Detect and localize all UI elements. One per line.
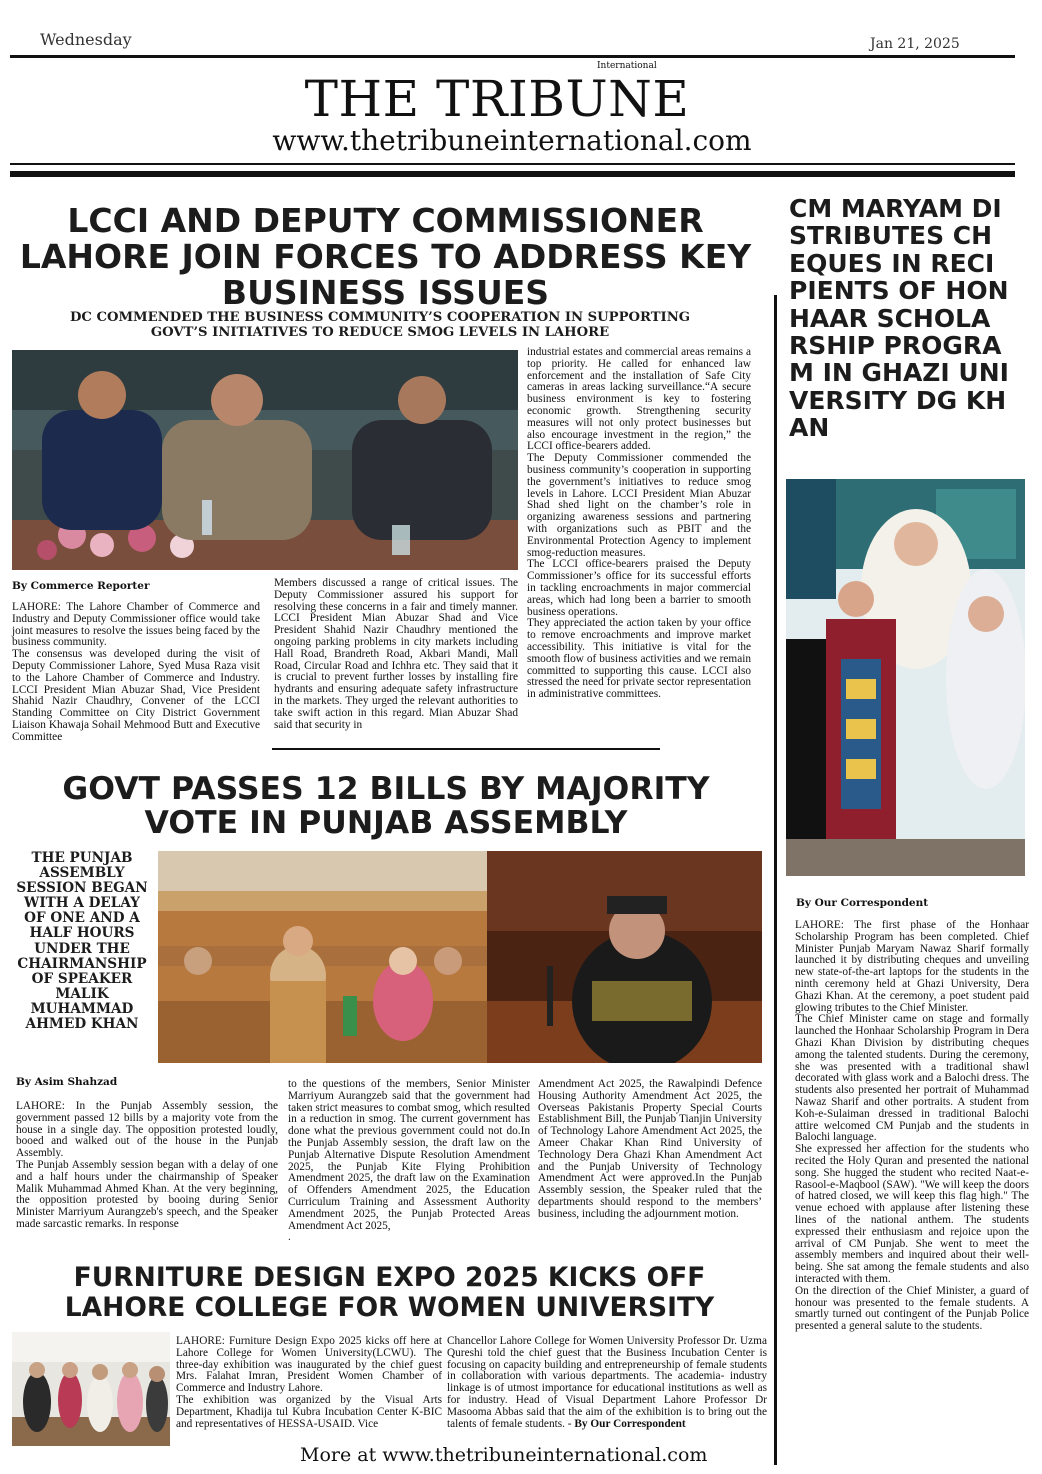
- story1-subhead: DC COMMENDED THE BUSINESS COMMUNITY’S COOPERATION IN SUPPORTING GOVT’S INITIATIVES TO REDUCE SMOG LEVELS IN LAHORE: [69, 310, 691, 340]
- story1-headline: LCCI AND DEPUTY COMMISSIONER LAHORE JOIN FORCES TO ADDRESS KEY BUSINESS ISSUES: [19, 201, 752, 312]
- story3-byline: By Asim Shahzad: [16, 1076, 118, 1088]
- story3-col2: [288, 1079, 530, 1244]
- story1-col3-para: They appreciated the action taken by your office to remove encroachments and improve market accessibility. This initiative is vital for the smooth flow of business activities and we remain committed to supporting this cause. LCCI also stressed the need for private sector representation in administrative committees.: [527, 617, 751, 701]
- masthead-international: International: [597, 61, 657, 71]
- footer-link[interactable]: More at www.thetribuneinternational.com: [300, 1444, 708, 1466]
- story3-col1: [16, 1101, 278, 1231]
- story2-para: She expressed her affection for the students who recited the Holy Quran and presented the national song. She hugged the student who recited Naat-e-Rasool-e-Maqbool (SAW). "We will keep the doors of hatred closed, we will keep this flag high." The venue echoed with applause after listening these lines of the national anthem. The students expressed their enthusiasm and rejoice upon the arrival of CM Punjab. She went to meet the assembly members and inquired about their well-being. She sat among the female students and also interacted with them.: [795, 1143, 1029, 1285]
- story3-pullquote: THE PUNJAB ASSEMBLY SESSION BEGAN WITH A DELAY OF ONE AND A HALF HOURS UNDER THE CHAIRMANSHIP OF SPEAKER MALIK MUHAMMAD AHMED KHAN: [16, 850, 148, 1033]
- story1-col1-para: The consensus was developed during the visit of Deputy Commissioner Lahore, Syed Musa Raza visit to the Lahore Chamber of Commerce and Industry. LCCI President Mian Abuzar Shad, Vice President Shahid Nazir Chaudhry, Convener of the LCCI Standing Committee on City District Government Liaison Khawaja Sohail Mehmood Butt and Executive Committee: [12, 648, 260, 743]
- story2-para: The Chief Minister came on stage and formally launched the Honhaar Scholarship Program in Dera Ghazi Khan Division by distributing cheques among the talented students. During the ceremony, she was presented with a traditional shawl decorated with glass work and a Balochi dress. The students also presented her portrait of Muhammad Nawaz Sharif and other portraits. A student from Koh-e-Sulaiman dressed in traditional Balochi attire welcomed CM Punjab and the students in Balochi language.: [795, 1013, 1029, 1144]
- story3-col2-para: .: [288, 1231, 291, 1244]
- story1-bottom-rule: [272, 748, 660, 750]
- story1-col2: [274, 578, 518, 731]
- masthead-rule-thick: [10, 171, 1015, 177]
- story1-photo: [12, 350, 518, 570]
- story1-byline: By Commerce Reporter: [12, 580, 150, 592]
- story1-col3-para: The LCCI office-bearers praised the Deputy Commissioner’s office for its successful efforts in tackling encroachments in major commercial areas, which had long been a barrier to smooth business operations.: [527, 558, 751, 618]
- story3-col3: [538, 1079, 762, 1221]
- story3-col2-para: to the questions of the members, Senior Minister Marriyum Aurangzeb said that the government had taken strict measures to combat smog, which resulted in a reduction in smog. The current government has done what the previous government could not do.In the Punjab Assembly session, the draft law on the Punjab Alternative Dispute Resolution Amendment 2025, the Punjab Kite Flying Prohibition Amendment 2025, the draft law on the Examination of Offenders Amendment 2025, the Education Curriculum Training and Assessment Authority Amendment 2025, the Punjab Protected Areas Amendment Act 2025,: [288, 1078, 530, 1232]
- masthead-title: THE TRIBUNE: [304, 70, 690, 128]
- masthead-url[interactable]: www.thetribuneinternational.com: [272, 124, 752, 157]
- story3-col1-para: LAHORE: In the Punjab Assembly session, the government passed 12 bills by a majority vote from the house in a single day. The opposition protested loudly, booed and walked out of the house in the Punjab Assembly.: [16, 1100, 278, 1160]
- story3-headline: GOVT PASSES 12 BILLS BY MAJORITY VOTE IN PUNJAB ASSEMBLY: [62, 771, 710, 841]
- masthead-day: Wednesday: [40, 30, 132, 49]
- story3-col1-para: The Punjab Assembly session began with a delay of one and a half hours under the chairmanship of Speaker Malik Muhammad Ahmed Khan. At the very beginning, the opposition protested by booing during Senior Minister Marriyum Aurangzeb's speech, and the Speaker made sarcastic remarks. In response: [16, 1158, 278, 1230]
- story4-col2: [447, 1336, 767, 1430]
- story3-photo-right: [487, 851, 762, 1063]
- story4-headline: FURNITURE DESIGN EXPO 2025 KICKS OFF LAHORE COLLEGE FOR WOMEN UNIVERSITY: [64, 1262, 715, 1323]
- column-divider: [774, 295, 777, 1465]
- story1-col3-para: The Deputy Commissioner commended the business community’s cooperation in supporting the government’s initiatives to reduce smog levels in Lahore. LCCI President Mian Abuzar Shad shed light on the chamber’s role in organizing awareness sessions and partnering with organizations such as PBIT and the Environmental Protection Agency to implement smog-reduction measures.: [527, 452, 751, 559]
- masthead-top-rule: [10, 55, 1015, 58]
- story4-col1-para: LAHORE: Furniture Design Expo 2025 kicks off here at Lahore College for Women University(LCWU). The three-day exhibition was inaugurated by the chief guest Mrs. Falahat Imran, President Women Chamber of Commerce and Industry Lahore.: [176, 1335, 442, 1395]
- story1-col1: [12, 602, 260, 744]
- story4-col1-para: The exhibition was organized by the Visual Arts Department, Khadija tul Kubra Incubation Center K-BIC and representatives of HESSA-USAID. Vice: [176, 1393, 442, 1430]
- story2-body: [795, 920, 1029, 1333]
- story2-para: LAHORE: The first phase of the Honhaar Scholarship Program has been completed. Chief Minister Punjab Maryam Nawaz Sharif formally launched it by distributing cheques and unveiling new state-of-the-art laptops for the students in the ninth ceremony held at Ghazi University, Dera Ghazi Khan. At the ceremony, a poet student paid glowing tributes to the Chief Minister.: [795, 919, 1029, 1014]
- masthead-rule-thin: [10, 163, 1015, 165]
- story4-col1: [176, 1336, 442, 1430]
- story4-credit: By Our Correspondent: [574, 1417, 686, 1430]
- story2-headline: CM MARYAM DISTRIBUTES CHEQUES IN RECIPIENTS OF HONHAAR SCHOLARSHIP PROGRAM IN GHAZI UNIVERSITY DG KHAN: [789, 194, 1009, 443]
- masthead-date: Jan 21, 2025: [870, 36, 960, 52]
- story2-para: On the direction of the Chief Minister, a guard of honour was presented to the female students. A smartly turned out contingent of the Punjab Police presented a general salute to the students.: [795, 1284, 1029, 1333]
- story2-byline: By Our Correspondent: [796, 897, 929, 909]
- story3-col3-para: Amendment Act 2025, the Rawalpindi Defence Housing Authority Amendment Act 2025, the Overseas Pakistanis Property Special Courts Establishment Bill, the Punjab Tianjin University of Technology Lahore Amendment Act 2025, the Ameer Chakar Khan Rind University of Technology Dera Ghazi Khan Amendment Act and the Punjab University of Technology Amendment Act were approved.In the Punjab Assembly session, the Speaker ruled that the departments should respond to the members’ business, including the adjournment motion.: [538, 1078, 762, 1220]
- story1-col1-para: LAHORE: The Lahore Chamber of Commerce and Industry and Deputy Commissioner office would take joint measures to resolve the issues being faced by the business community.: [12, 601, 260, 649]
- story4-photo: [12, 1332, 170, 1446]
- story1-col3-para: industrial estates and commercial areas remains a top priority. He called for enhanced law enforcement and the installation of Safe City cameras in areas lacking surveillance.“A secure business environment is key to fostering economic growth. Strengthening security measures will not only protect businesses but also encourage investment in the region,” the LCCI office-bearers added.: [527, 346, 751, 453]
- story3-photo-left: [158, 851, 487, 1063]
- story1-col3: [527, 347, 751, 701]
- story1-col2-para: Members discussed a range of critical issues. The Deputy Commissioner assured his support for resolving these concerns in a fair and timely manner. LCCI President Mian Abuzar Shad and Vice President Shahid Nazir Chaudhry mentioned the ongoing parking problems in city markets including Hall Road, Brandreth Road, Akbari Mandi, Mall Road, Circular Road and Ichhra etc. They said that it is crucial to prevent further losses by installing fire hydrants and ensuring adequate safety infrastructure in the markets. They urged the relevant authorities to take swift action in this regard. Mian Abuzar Shad said that security in: [274, 577, 518, 731]
- story4-col2-text: Chancellor Lahore College for Women University Professor Dr. Uzma Qureshi told the chief guest that the Business Incubation Center is focusing on capacity building and entrepreneurship of female students in collaboration with various departments. The academia- industry linkage is of utmost importance for educational institutions as well as for industry. Head of Visual Department Lahore Professor Dr Masooma Abbas said that the aim of the exhibition is to bring out the talents of female students. -: [447, 1335, 767, 1430]
- story2-photo: [786, 479, 1025, 876]
